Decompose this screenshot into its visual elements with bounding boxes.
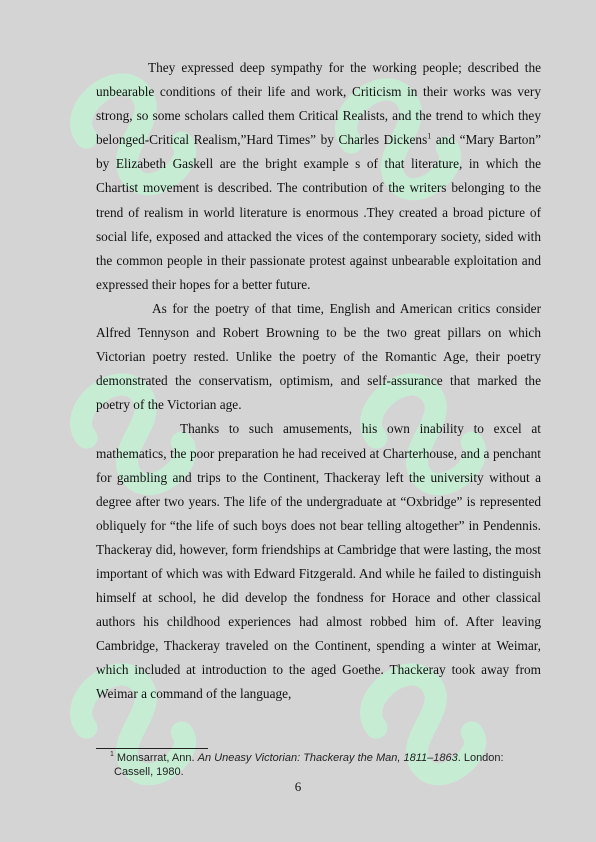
footnote-mark: 1 <box>110 751 114 759</box>
footnote-publication: . London: Cassell, 1980. <box>114 752 504 778</box>
paragraph-victorian-poetry: As for the poetry of that time, English and American critics consider Alfred Tennyson and Robert Browning to be the two great pillars on which Victorian poetry rested. Unlike the poetry of the Romantic Age, their poetry demonstrated the conservatism, optimism, and self-assurance that marked the poetry of the Victorian age. <box>96 300 541 413</box>
footnote-reference[interactable]: 1 <box>427 131 432 141</box>
footnote-separator <box>96 748 208 749</box>
body-text <box>96 56 541 707</box>
paragraph-critical-realism <box>96 56 541 297</box>
footnote-author: Monsarrat, Ann. <box>116 752 198 764</box>
page-number: 6 <box>294 779 302 794</box>
paragraph-1-text-end: and “Mary Barton” by Elizabeth Gaskell are the bright example s of that literature, in which the Chartist movement is described. The contribution of the writers belonging to the trend of realism in world literature is enormous .They created a broad picture of social life, exposed and attacked the vices of the contemporary society, sided with the common people in their passionate protest against unbearable exploitation and expressed their hopes for a better future. <box>96 132 542 292</box>
footnote <box>96 752 536 779</box>
paragraph-1-text-start: They expressed deep sympathy for the working people; described the unbearable conditions of their life and work, Criticism in their works was very strong, so some scholars called them Critical Realists, and the trend to which they belonged-Critical Realism,”Hard Times” by Charles Dickens <box>96 60 541 148</box>
footnote-title: An Uneasy Victorian: Thackeray the Man, 1811–1863 <box>197 752 458 764</box>
paragraph-thackeray: Thanks to such amusements, his own inability to excel at mathematics, the poor preparation he had received at Charterhouse, and a penchant for gambling and trips to the Continent, Thackeray left the university without a degree after two years. The life of the undergraduate at “Oxbridge” is represented obliquely for “the life of such boys does not bear telling altogether” in Pendennis. Thackeray did, however, form friendships at Cambridge that were lasting, the most important of which was with Edward Fitzgerald. And while he failed to distinguish himself at school, he did develop the fondness for Horace and other classical authors his childhood experiences had almost robbed him of. After leaving Cambridge, Thackeray traveled on the Continent, spending a winter at Weimar, which included at introduction to the aged Goethe. Thackeray took away from Weimar a command of the language, <box>96 421 541 702</box>
